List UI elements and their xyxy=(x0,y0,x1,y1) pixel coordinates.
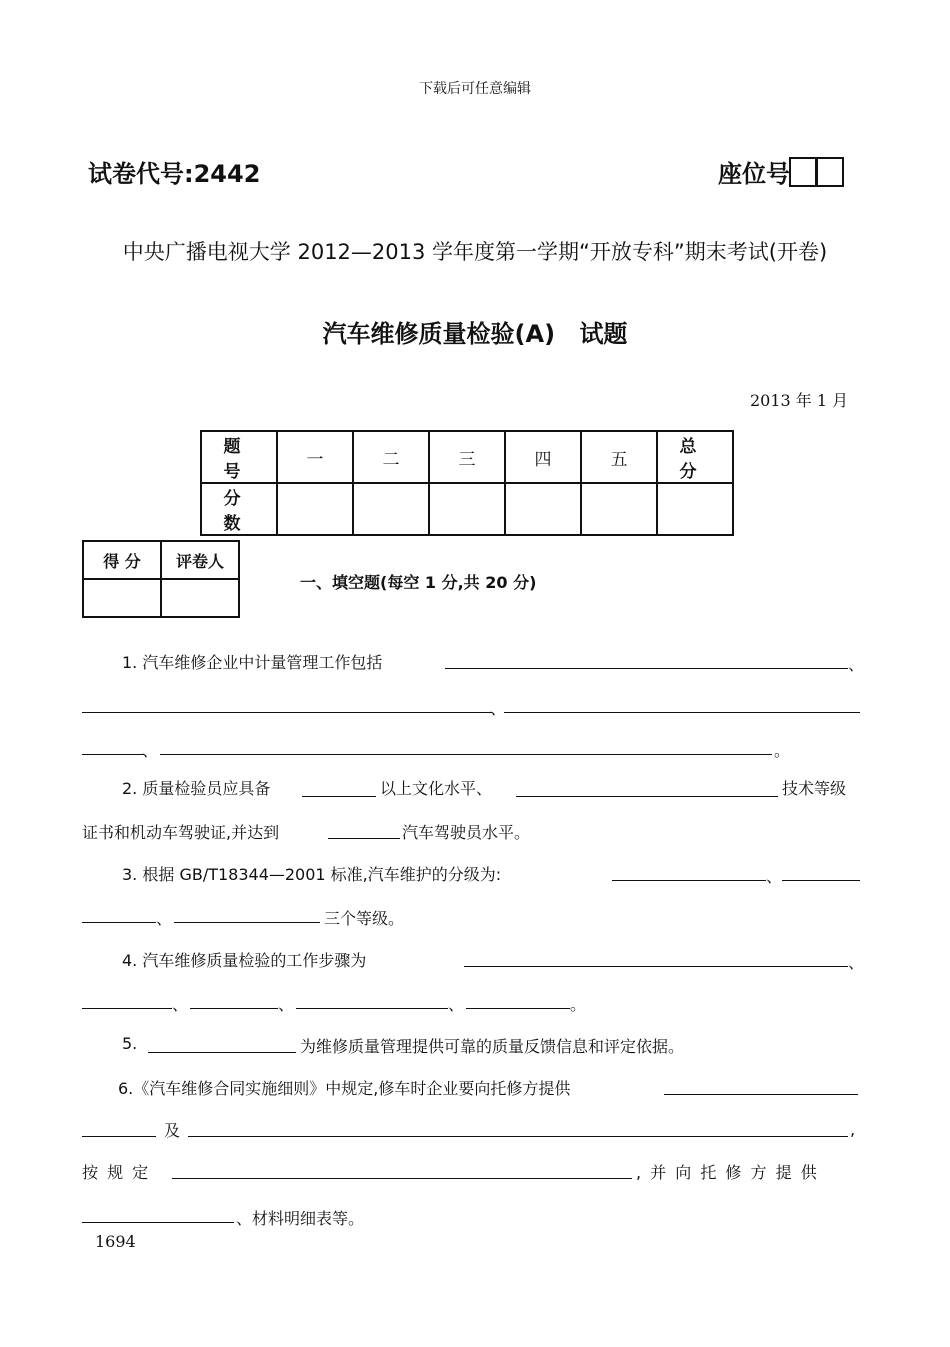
separator: 、 xyxy=(490,699,507,718)
separator: 。 xyxy=(774,741,791,760)
blank[interactable] xyxy=(328,838,400,839)
score-row-label: 分 数 xyxy=(201,483,277,535)
score-table xyxy=(200,430,734,536)
grader-table xyxy=(82,540,240,618)
question-3: 3. 根据 GB/T18344—2001 标准,汽车维护的分级为: xyxy=(122,865,502,884)
section-heading: 一、填空题(每空 1 分,共 20 分) xyxy=(300,573,537,592)
paper-title xyxy=(0,314,950,349)
score-header-4: 四 xyxy=(505,431,581,483)
blank[interactable] xyxy=(82,922,156,923)
exam-title: 中央广播电视大学 2012—2013 学年度第一学期“开放专科”期末考试(开卷) xyxy=(122,240,828,264)
blank[interactable] xyxy=(82,1008,172,1009)
blank[interactable] xyxy=(82,1222,234,1223)
blank[interactable] xyxy=(172,1178,632,1179)
blank[interactable] xyxy=(160,754,772,755)
question-5: 为维修质量管理提供可靠的质量反馈信息和评定依据。 xyxy=(300,1037,685,1056)
question-6-part: 按 规 定 xyxy=(82,1163,151,1182)
blank[interactable] xyxy=(445,668,848,669)
blank[interactable] xyxy=(782,880,860,881)
question-4: 4. 汽车维修质量检验的工作步骤为 xyxy=(122,951,367,970)
seat-box-2[interactable] xyxy=(816,157,844,187)
question-6-part: , 并 向 托 修 方 提 供 xyxy=(636,1163,819,1182)
blank[interactable] xyxy=(296,1008,448,1009)
blank[interactable] xyxy=(664,1094,858,1095)
blank[interactable] xyxy=(516,796,778,797)
separator: 、 xyxy=(156,909,173,928)
score-header-1: 一 xyxy=(277,431,353,483)
score-cell[interactable] xyxy=(581,483,657,535)
question-5-number: 5. xyxy=(122,1034,138,1053)
blank[interactable] xyxy=(190,1008,278,1009)
separator: 、 xyxy=(848,655,865,674)
paper-title-main: 汽车维修质量检验(A) xyxy=(322,320,556,348)
seat-label: 座位号 xyxy=(718,160,790,188)
separator: 、 xyxy=(448,995,465,1014)
separator: 、 xyxy=(278,995,295,1014)
score-header-total: 总 分 xyxy=(657,431,733,483)
blank[interactable] xyxy=(466,1008,570,1009)
seat-number xyxy=(718,154,844,189)
exam-date: 2013 年 1 月 xyxy=(750,391,849,410)
score-cell-total[interactable] xyxy=(657,483,733,535)
score-cell[interactable] xyxy=(277,483,353,535)
separator: , xyxy=(850,1120,856,1139)
separator: 、 xyxy=(142,741,159,760)
blank[interactable] xyxy=(464,966,848,967)
paper-code: 试卷代号:2442 xyxy=(88,160,261,188)
grader-name-cell[interactable] xyxy=(161,579,239,617)
question-2-part: 以上文化水平、 xyxy=(380,779,493,798)
grader-name-label: 评卷人 xyxy=(161,541,239,579)
question-6: 6.《汽车维修合同实施细则》中规定,修车时企业要向托修方提供 xyxy=(118,1079,571,1098)
page-number: 1694 xyxy=(95,1232,136,1251)
separator: 、 xyxy=(172,995,189,1014)
blank[interactable] xyxy=(82,1136,156,1137)
blank[interactable] xyxy=(82,712,492,713)
grader-score-cell[interactable] xyxy=(83,579,161,617)
score-cell[interactable] xyxy=(353,483,429,535)
question-2-part: 技术等级 xyxy=(782,779,847,798)
separator: 。 xyxy=(570,995,587,1014)
score-header-label: 题 号 xyxy=(201,431,277,483)
score-cell[interactable] xyxy=(429,483,505,535)
score-cell[interactable] xyxy=(505,483,581,535)
grader-score-label: 得 分 xyxy=(83,541,161,579)
blank[interactable] xyxy=(302,796,376,797)
blank[interactable] xyxy=(504,712,860,713)
separator: 、 xyxy=(766,867,783,886)
question-3-part: 三个等级。 xyxy=(324,909,405,928)
question-6-part: 及 xyxy=(164,1121,181,1140)
header-note: 下载后可任意编辑 xyxy=(419,81,531,97)
question-6-part: 、材料明细表等。 xyxy=(236,1209,365,1228)
score-header-5: 五 xyxy=(581,431,657,483)
score-header-3: 三 xyxy=(429,431,505,483)
blank[interactable] xyxy=(82,754,144,755)
question-1: 1. 汽车维修企业中计量管理工作包括 xyxy=(122,653,383,672)
question-2-part: 证书和机动车驾驶证,并达到 xyxy=(82,823,280,842)
blank[interactable] xyxy=(612,880,766,881)
blank[interactable] xyxy=(148,1052,296,1053)
score-header-2: 二 xyxy=(353,431,429,483)
blank[interactable] xyxy=(188,1136,848,1137)
blank[interactable] xyxy=(174,922,320,923)
question-2: 2. 质量检验员应具备 xyxy=(122,779,271,798)
separator: 、 xyxy=(848,953,865,972)
question-2-part: 汽车驾驶员水平。 xyxy=(402,823,531,842)
paper-title-suffix: 试题 xyxy=(579,320,628,348)
seat-box-1[interactable] xyxy=(789,157,817,187)
